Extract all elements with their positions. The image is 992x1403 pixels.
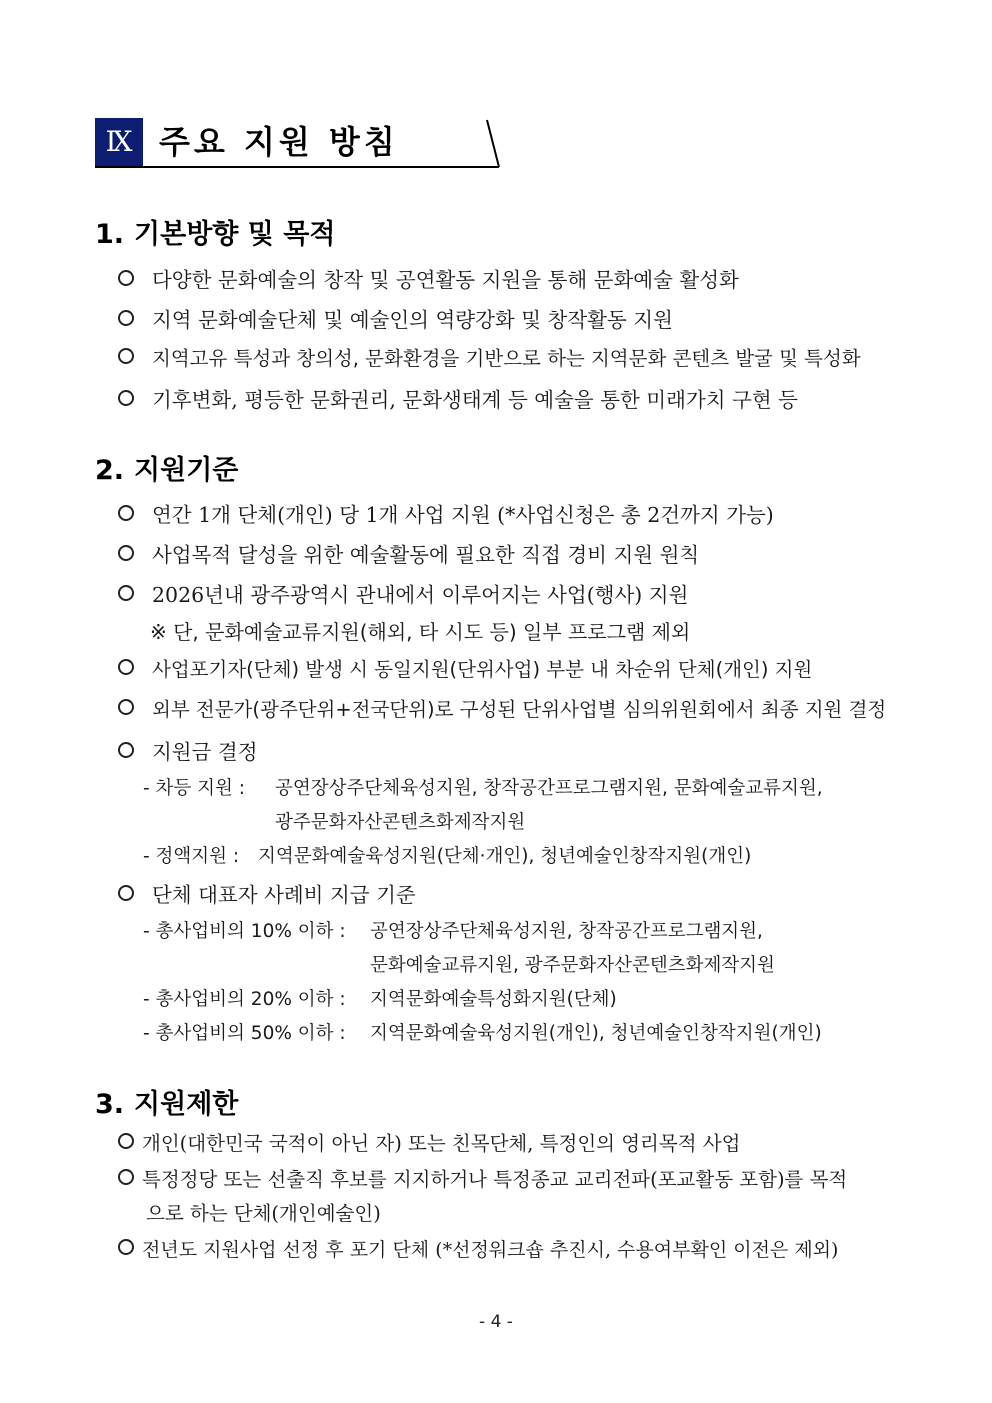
circle-bullet-icon bbox=[118, 742, 134, 758]
section-title: 지원제한 bbox=[134, 1089, 239, 1120]
sub-item-text: 지역문화예술특성화지원(단체) bbox=[370, 989, 617, 1010]
section-number: 2. bbox=[95, 455, 125, 486]
sub-item: - 차등 지원 : bbox=[143, 778, 246, 799]
circle-bullet-icon bbox=[118, 505, 134, 521]
sub-item-text: 지역문화예술육성지원(단체·개인), 청년예술인창작지원(개인) bbox=[258, 846, 752, 867]
sub-item: - 정액지원 : bbox=[143, 846, 240, 867]
circle-bullet-icon bbox=[118, 545, 134, 561]
list-item: 지역고유 특성과 창의성, 문화환경을 기반으로 하는 지역문화 콘텐츠 발굴 및 특성화 bbox=[118, 343, 861, 371]
circle-bullet-icon bbox=[118, 348, 134, 364]
sub-item: - 총사업비의 50% 이하 : bbox=[143, 1023, 346, 1044]
circle-bullet-icon bbox=[118, 885, 134, 901]
list-item-continuation: 으로 하는 단체(개인예술인) bbox=[146, 1202, 381, 1225]
section-2-heading bbox=[95, 448, 238, 487]
circle-bullet-icon bbox=[118, 310, 134, 326]
note: ※ 단, 문화예술교류지원(해외, 타 시도 등) 일부 프로그램 제외 bbox=[150, 620, 691, 644]
list-item: 2026년내 광주광역시 관내에서 이루어지는 사업(행사) 지원 bbox=[118, 578, 688, 608]
chapter-title bbox=[95, 118, 505, 170]
circle-bullet-icon bbox=[118, 1169, 134, 1185]
list-item: 기후변화, 평등한 문화권리, 문화생태계 등 예술을 통한 미래가치 구현 등 bbox=[118, 383, 798, 413]
page-number: - 4 - bbox=[479, 1312, 513, 1332]
section-number: 1. bbox=[95, 219, 125, 250]
sub-item-text: 광주문화자산콘텐츠화제작지원 bbox=[275, 812, 526, 833]
list-item: 단체 대표자 사례비 지급 기준 bbox=[118, 878, 416, 908]
sub-item-text: 공연장상주단체육성지원, 창작공간프로그램지원, 문화예술교류지원, bbox=[275, 778, 823, 799]
section-3-heading bbox=[95, 1082, 238, 1121]
list-item: 지원금 결정 bbox=[118, 735, 258, 765]
section-title: 지원기준 bbox=[134, 455, 239, 486]
circle-bullet-icon bbox=[118, 1133, 134, 1149]
chapter-number-badge: Ⅸ bbox=[95, 118, 143, 166]
sub-item: - 총사업비의 20% 이하 : bbox=[143, 989, 346, 1010]
sub-item-text: 공연장상주단체육성지원, 창작공간프로그램지원, bbox=[370, 921, 763, 942]
list-item: 지역 문화예술단체 및 예술인의 역량강화 및 창작활동 지원 bbox=[118, 303, 673, 333]
list-item: 사업목적 달성을 위한 예술활동에 필요한 직접 경비 지원 원칙 bbox=[118, 538, 699, 568]
circle-bullet-icon bbox=[118, 659, 134, 675]
list-item: 다양한 문화예술의 창작 및 공연활동 지원을 통해 문화예술 활성화 bbox=[118, 263, 739, 293]
list-item: 연간 1개 단체(개인) 당 1개 사업 지원 (*사업신청은 총 2건까지 가능) bbox=[118, 498, 774, 528]
sub-item-text: 지역문화예술육성지원(개인), 청년예술인창작지원(개인) bbox=[370, 1023, 822, 1044]
sub-item: - 총사업비의 10% 이하 : bbox=[143, 921, 346, 942]
section-1-heading bbox=[95, 212, 335, 251]
circle-bullet-icon bbox=[118, 1239, 134, 1255]
circle-bullet-icon bbox=[118, 699, 134, 715]
list-item: 특정정당 또는 선출직 후보를 지지하거나 특정종교 교리전파(포교활동 포함)를 목적 bbox=[118, 1164, 847, 1192]
section-number: 3. bbox=[95, 1089, 125, 1120]
list-item: 전년도 지원사업 선정 후 포기 단체 (*선정워크숍 추진시, 수용여부확인 이전은 제외) bbox=[118, 1235, 838, 1262]
page-title: 주요 지원 방침 bbox=[159, 123, 399, 161]
list-item: 사업포기자(단체) 발생 시 동일지원(단위사업) 부분 내 차순위 단체(개인) 지원 bbox=[118, 654, 812, 682]
circle-bullet-icon bbox=[118, 390, 134, 406]
list-item: 개인(대한민국 국적이 아닌 자) 또는 친목단체, 특정인의 영리목적 사업 bbox=[118, 1128, 740, 1156]
sub-item-text: 문화예술교류지원, 광주문화자산콘텐츠화제작지원 bbox=[370, 955, 775, 976]
circle-bullet-icon bbox=[118, 270, 134, 286]
list-item: 외부 전문가(광주단위+전국단위)로 구성된 단위사업별 심의위원회에서 최종 지원 결정 bbox=[118, 694, 886, 722]
section-title: 기본방향 및 목적 bbox=[134, 219, 336, 250]
circle-bullet-icon bbox=[118, 585, 134, 601]
